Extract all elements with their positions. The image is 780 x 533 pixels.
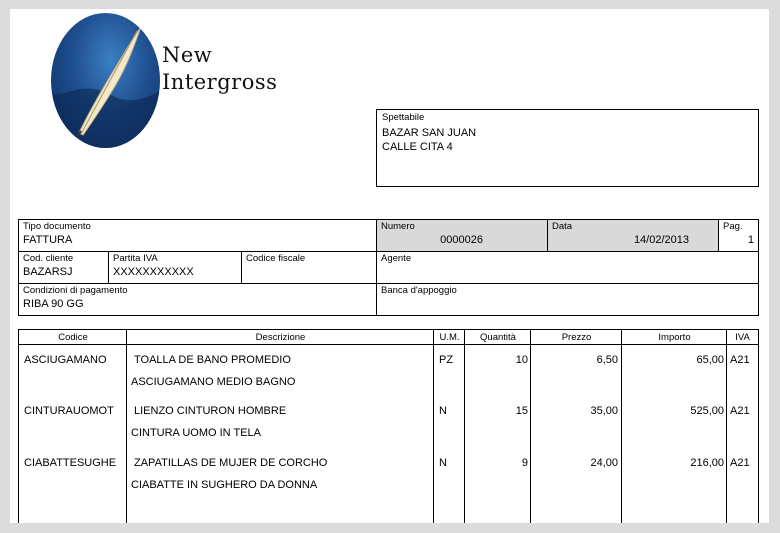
row-codice: CIABATTESUGHE	[24, 457, 117, 469]
row-prezzo: 35,00	[590, 405, 618, 417]
agente-cell	[376, 251, 758, 283]
header-iva: IVA	[727, 330, 758, 345]
row-descrizione-2: CINTURA UOMO IN TELA	[131, 427, 261, 439]
invoice-page	[10, 9, 769, 523]
row-um: N	[439, 405, 447, 417]
brand-line-2: Intergross	[162, 70, 278, 94]
row-descrizione-1: ZAPATILLAS DE MUJER DE CORCHO	[134, 457, 328, 469]
header-descrizione: Descrizione	[127, 330, 434, 345]
row-quantita: 9	[521, 457, 528, 469]
codice-fiscale-cell	[241, 251, 376, 283]
data-value: 14/02/2013	[633, 234, 689, 246]
row-um: N	[439, 457, 447, 469]
pagina-value: 1	[747, 234, 754, 246]
cod-cliente-value: BAZARSJ	[23, 266, 73, 278]
partita-iva-cell	[108, 251, 241, 283]
pagina-cell	[718, 220, 758, 251]
pagina-label: Pag.	[723, 221, 743, 232]
header-importo: Importo	[622, 330, 727, 345]
items-table	[18, 329, 759, 523]
cod-cliente-label: Cod. cliente	[23, 253, 74, 264]
banca-appoggio-cell	[376, 283, 758, 315]
partita-iva-value: XXXXXXXXXXX	[113, 266, 194, 278]
table-row	[19, 354, 760, 406]
row-iva: A21	[730, 457, 750, 469]
tipo-documento-label: Tipo documento	[23, 221, 91, 232]
row-descrizione-2: CIABATTE IN SUGHERO DA DONNA	[131, 479, 318, 491]
recipient-box	[376, 109, 759, 187]
recipient-name: BAZAR SAN JUAN	[382, 127, 477, 139]
header-quantita: Quantità	[465, 330, 531, 345]
row-codice: ASCIUGAMANO	[24, 354, 107, 366]
row-iva: A21	[730, 354, 750, 366]
row-prezzo: 24,00	[590, 457, 618, 469]
brand-name	[162, 42, 277, 96]
banca-appoggio-label: Banca d'appoggio	[381, 285, 457, 296]
row-descrizione-1: LIENZO CINTURON HOMBRE	[134, 405, 287, 417]
data-label: Data	[552, 221, 573, 232]
header-um: U.M.	[434, 330, 465, 345]
codice-fiscale-label: Codice fiscale	[246, 253, 306, 264]
row-prezzo: 6,50	[596, 354, 618, 366]
row-um: PZ	[439, 354, 454, 366]
logo-quill-icon	[51, 13, 160, 148]
partita-iva-label: Partita IVA	[113, 253, 158, 264]
data-cell	[547, 220, 718, 251]
agente-label: Agente	[381, 253, 412, 264]
numero-cell	[376, 220, 547, 251]
row-descrizione-1: TOALLA DE BANO PROMEDIO	[134, 354, 291, 366]
brand-line-1: New	[162, 43, 213, 67]
row-importo: 525,00	[690, 405, 724, 417]
row-quantita: 15	[515, 405, 528, 417]
table-row	[19, 405, 760, 457]
row-iva: A21	[730, 405, 750, 417]
row-descrizione-2: ASCIUGAMANO MEDIO BAGNO	[131, 376, 296, 388]
header-codice: Codice	[19, 330, 127, 345]
tipo-documento-value: FATTURA	[23, 234, 73, 246]
row-importo: 65,00	[696, 354, 724, 366]
recipient-label: Spettabile	[382, 112, 425, 123]
numero-label: Numero	[381, 221, 415, 232]
tipo-documento-cell	[19, 220, 376, 251]
row-codice: CINTURAUOMOT	[24, 405, 114, 417]
condizioni-pagamento-label: Condizioni di pagamento	[23, 285, 128, 296]
row-quantita: 10	[515, 354, 528, 366]
condizioni-pagamento-cell	[19, 283, 376, 315]
numero-value: 0000026	[440, 234, 483, 246]
row-importo: 216,00	[690, 457, 724, 469]
recipient-address: CALLE CITA 4	[382, 141, 453, 153]
cod-cliente-cell	[19, 251, 108, 283]
table-row	[19, 457, 760, 509]
document-info-grid	[18, 219, 759, 316]
condizioni-pagamento-value: RIBA 90 GG	[23, 298, 84, 310]
header-prezzo: Prezzo	[531, 330, 622, 345]
